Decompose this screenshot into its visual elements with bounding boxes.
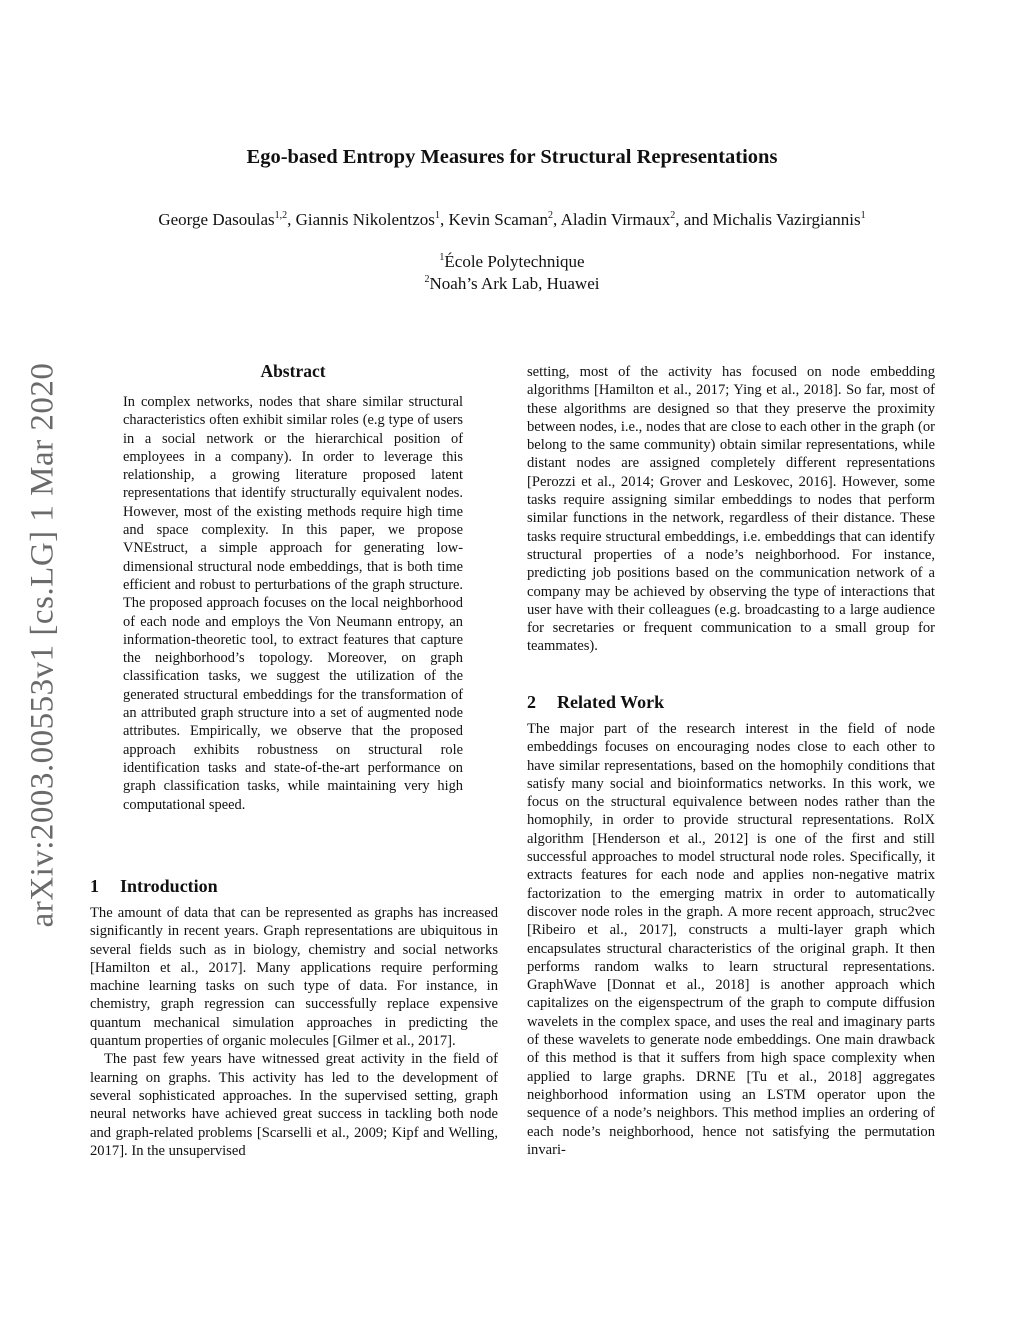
arxiv-identifier: arXiv:2003.00553v1 [cs.LG] 1 Mar 2020 bbox=[24, 362, 61, 928]
section-number: 1 bbox=[90, 876, 99, 896]
author-name: George Dasoulas bbox=[158, 210, 275, 229]
author-affil-sup: 2 bbox=[670, 210, 676, 221]
right-column-text bbox=[527, 363, 935, 656]
affiliation-2: $^2$Noah’s Ark Lab, Huawei bbox=[424, 274, 600, 293]
affiliation-1: $^1$École Polytechnique bbox=[439, 252, 585, 271]
intro-paragraph-3: setting, most of the activity has focused on node embedding algorithms [Hamilton et al., 2017; Ying et al., 2018]. So far, most of these algorithms are designed so that they preserve the proximity between nodes, i.e., nodes that are close to each other in the graph (or belong to the same community) obtain similar representations, while distant nodes are assigned completely different representations [Perozzi et al., 2014; Grover and Leskovec, 2016]. However, some tasks require assigning similar embeddings to nodes that perform similar functions in the network, regardless of their distance. These tasks require structural embeddings, i.e. embeddings that can identify structural properties of a node’s neighborhood. For instance, predicting job positions based on the communication network of a company may be achieved by observing the type of interactions that user have with their colleagues (e.g. broadcasting to a large audience for secretaries or frequent communication to a small group for teammates). bbox=[527, 364, 935, 655]
author-list: George Dasoulas$^{1,2}$, Giannis Nikolentzos$^1$, Kevin Scaman$^2$, Aladin Virmaux$^2$, and Michalis Vazirgiannis$^1$ bbox=[158, 210, 866, 229]
related-work-text bbox=[527, 720, 935, 1159]
related-paragraph-1: The major part of the research interest in the field of node embeddings focuses on encouraging nodes close to each other to have similar representations, based on the homophily conditions that satisfy many social and bioinformatics networks. In this work, we focus on the structural equivalence between nodes rather than the homophily, in order to provide structural representations. RolX algorithm [Henderson et al., 2012] is one of the first and still successful approaches to model structural node roles. Specifically, it extracts features for each node and applies non-negative matrix factorization to the emerging matrix in order to automatically discover node roles in the graph. A more recent approach, struc2vec [Ribeiro et al., 2017], constructs a multi-layer graph which encapsulates structural characteristics of the original graph. It then performs random walks to learn structural representations. GraphWave [Donnat et al., 2018] is another approach which capitalizes on the eigenspectrum of the graph to compute diffusion wavelets in the complex space, and uses the real and imaginary parts of these wavelets to generate node embeddings. One main drawback of this method is that it suffers from high space complexity when applied to large graphs. DRNE [Tu et al., 2018] aggregates neighborhood information using an LSTM operator upon the sequence of a node’s neighbors. This method implies an ordering of each node’s neighborhood, hence not satisfying the permutation invari- bbox=[527, 721, 935, 1158]
author-name: Giannis Nikolentzos bbox=[295, 210, 435, 229]
abstract-text: In complex networks, nodes that share similar structural characteristics often exhibit similar roles (e.g type of users in a social network or the hierarchical position of employees in a company). In order to leverage this relationship, a growing literature proposed latent representations that identify structurally equivalent nodes. However, most of the existing methods require high time and space complexity. In this paper, we propose VNEstruct, a simple approach for generating low-dimensional structural node embeddings, that is both time efficient and robust to perturbations of the graph structure. The proposed approach focuses on the local neighborhood of each node and employs the Von Neumann entropy, an information-theoretic tool, to extract features that capture the neighborhood’s topology. Moreover, on graph classification tasks, we suggest the utilization of the generated structural embeddings for the transformation of an attributed graph structure into a set of augmented node attributes. Empirically, we observe that the proposed approach exhibits robustness on structural role identification tasks and state-of-the-art performance on graph classification tasks, while maintaining very high computational speed. bbox=[123, 394, 463, 813]
section-heading-related-work bbox=[527, 692, 664, 713]
author-name: Aladin Virmaux bbox=[560, 210, 671, 229]
paper-title: Ego-based Entropy Measures for Structural Representations bbox=[246, 146, 778, 168]
author-name: Kevin Scaman bbox=[448, 210, 549, 229]
section-title: Introduction bbox=[120, 876, 218, 896]
author-name: Michalis Vazirgiannis bbox=[712, 210, 861, 229]
section-number: 2 bbox=[527, 692, 536, 712]
intro-paragraph-2: The past few years have witnessed great activity in the field of learning on graphs. This activity has led to the development of several sophisticated approaches. In the supervised setting, graph neural networks have achieved great success in tackling both node and graph-related problems [Scarselli et al., 2009; Kipf and Welling, 2017]. In the unsupervised bbox=[90, 1051, 498, 1159]
intro-paragraph-1: The amount of data that can be represented as graphs has increased significantly in recent years. Graph representations are ubiquitous in several fields such as in biology, chemistry and social networks [Hamilton et al., 2017]. Many applications require performing machine learning tasks on such type of data. For instance, in chemistry, graph regression can successfully replace expensive quantum mechanical simulation approaches in predicting the quantum properties of organic molecules [Gilmer et al., 2017]. bbox=[90, 905, 498, 1050]
section-title: Related Work bbox=[557, 692, 665, 712]
left-column-text bbox=[90, 904, 498, 1160]
abstract-heading: Abstract bbox=[260, 361, 326, 381]
author-affil-sup: 1 bbox=[860, 210, 866, 221]
author-affil-sup: 1,2 bbox=[274, 210, 288, 221]
author-affil-sup: 1 bbox=[434, 210, 440, 221]
section-heading-introduction bbox=[90, 876, 218, 897]
author-affil-sup: 2 bbox=[548, 210, 554, 221]
